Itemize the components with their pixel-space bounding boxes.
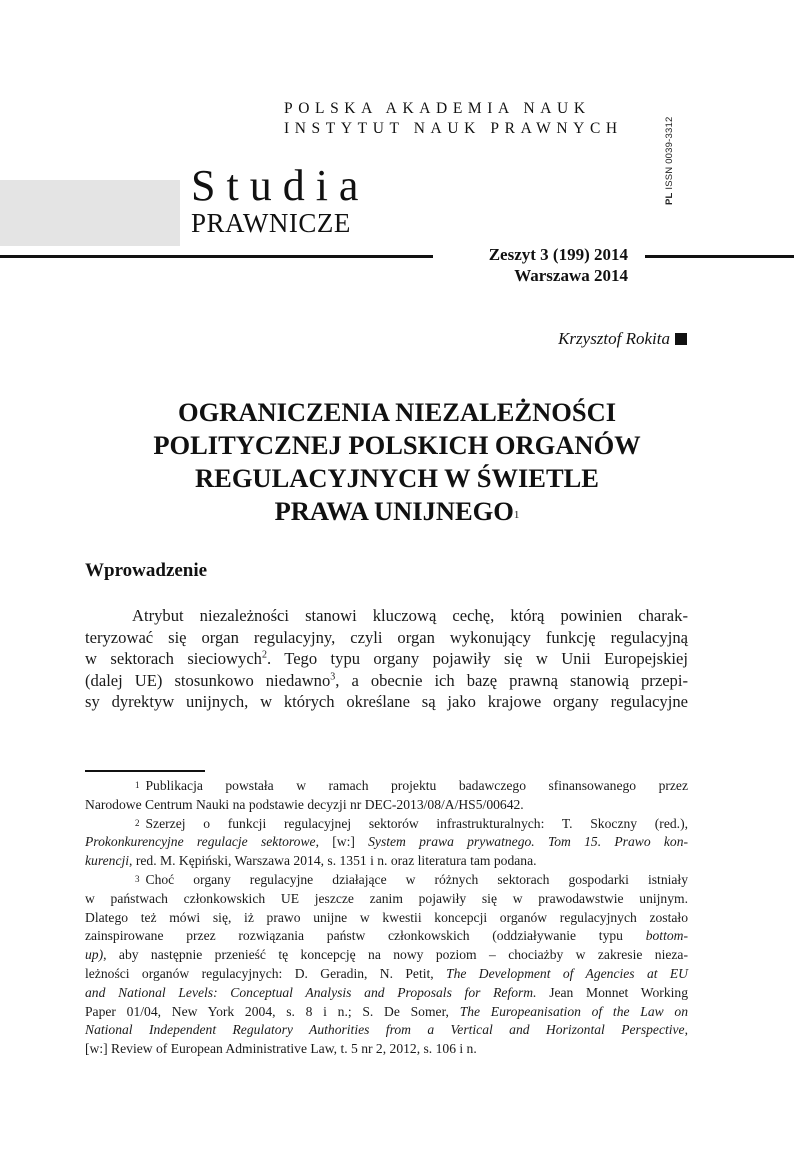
footnote-2-line (85, 815, 688, 834)
issue-place-year: Warszawa 2014 (514, 266, 628, 285)
paragraph-line: sy dyrektyw unijnych, w których określane są jako krajowe organy regulacyjne (85, 692, 688, 711)
citation-title: Prokonkurencyjne regulacje sektorowe (85, 834, 316, 850)
footnote-1-line (85, 777, 688, 796)
line-text: , a obecnie ich bazę prawną stanowią przepi- (335, 670, 688, 690)
institution-name: POLSKA AKADEMIA NAUK (284, 100, 591, 117)
footnotes (85, 777, 688, 1059)
title-line (80, 495, 714, 528)
line-text: w sektorach sieciowych (85, 649, 262, 668)
citation-title: The Development of Agencies at EU (446, 965, 689, 981)
article-title (80, 396, 714, 528)
footnote-3-line (85, 965, 688, 984)
section-heading: Wprowadzenie (85, 560, 208, 581)
author-line (558, 329, 687, 349)
title-line: POLITYCZNEJ POLSKICH ORGANÓW (153, 430, 641, 460)
footnote-separator (85, 770, 205, 772)
decorative-gray-block (0, 180, 180, 246)
footnote-text: , [w:] (315, 834, 369, 850)
footnote-2-line (85, 833, 688, 852)
header-rule-left (0, 255, 433, 258)
footnote-ref-link[interactable]: 3 (330, 670, 336, 682)
citation-title: The Europeanisation of the Law on (459, 1003, 689, 1019)
line-text: . Tego typu organy pojawiły się w Unii Europejskiej (266, 649, 688, 668)
footnote-3-line: [w:] Review of European Administrative Law, t. 5 nr 2, 2012, s. 106 i n. (85, 1041, 477, 1057)
footnote-text: Choć organy regulacyjne działające w różnych sektorach gospodarki istniały (145, 871, 688, 887)
footnote-3-line (85, 871, 688, 890)
paragraph-line: Atrybut niezależności stanowi kluczową cechę, którą powinien charak- (132, 606, 688, 625)
footnote-ref-link[interactable]: 2 (261, 649, 267, 661)
footnote-italic: bottom- (645, 928, 688, 944)
footnote-text: Paper 01/04, New York 2004, s. 8 i n.; S. De Somer, (85, 1003, 460, 1019)
footnote-3-line (85, 1021, 688, 1040)
footnote-text: leżności organów regulacyjnych: D. Geradin, N. Petit, (85, 965, 447, 981)
header-rule-right (645, 255, 794, 258)
citation-title: National Independent Regulatory Authorities from a Vertical and Horizontal Perspective (85, 1022, 685, 1038)
footnote-text: , aby następnie przenieść tę koncepcję na nowy poziom – chociażby w zakresie nieza- (103, 947, 688, 963)
title-line: REGULACYJNYCH W ŚWIETLE (195, 463, 599, 493)
journal-title-studia: Studia (191, 161, 370, 210)
black-square-icon (675, 333, 687, 345)
issue-number: Zeszyt 3 (199) 2014 (488, 245, 628, 264)
footnote-ref-link[interactable]: 1 (513, 509, 520, 521)
institute-name: INSTYTUT NAUK PRAWNYCH (284, 120, 623, 137)
footnote-italic: up) (85, 947, 104, 963)
issn-label (664, 117, 675, 205)
footnote-number: 2 (135, 817, 140, 828)
footnote-3-line: w państwach członkowskich UE jeszcze zanim pojawiły się w prawodawstwie unijnym. (85, 890, 688, 906)
title-line-text: PRAWA UNIJNEGO (274, 496, 514, 526)
issn-prefix: PL (664, 192, 675, 205)
paragraph-line: teryzować się organ regulacyjny, czyli organ wykonujący funkcję regulacyjną (85, 627, 688, 647)
footnote-3-line (85, 927, 688, 946)
issn-number: ISSN 0039-3312 (664, 116, 675, 190)
footnote-text: Jean Monnet Working (536, 984, 689, 1000)
author-name: Krzysztof Rokita (558, 329, 670, 348)
paragraph-line (85, 648, 688, 670)
footnote-3-line (85, 1003, 688, 1022)
footnote-number: 1 (135, 780, 140, 790)
citation-title: System prawa prywatnego. Tom 15. Prawo kon- (368, 834, 689, 850)
footnote-2-line (85, 852, 688, 871)
citation-title: kurencji (85, 853, 130, 869)
footnote-3-line (85, 984, 688, 1003)
journal-title-prawnicze: PRAWNICZE (191, 208, 351, 238)
footnote-3-line: Dlatego też mówi się, iż prawo unijne w kwestii koncepcji organów regulacyjnych zostało (85, 909, 688, 925)
footnote-text: zainspirowane przez rozwiązania państw członkowskich (oddziaływanie typu (85, 928, 646, 944)
footnote-text: , (684, 1022, 688, 1038)
footnote-text: Publikacja powstała w ramach projektu badawczego sfinansowanego przez (145, 778, 688, 793)
paragraph-line (85, 670, 688, 692)
footnote-number: 3 (135, 873, 140, 884)
body-paragraph (85, 605, 688, 713)
footnote-1-line: Narodowe Centrum Nauki na podstawie decyzji nr DEC-2013/08/A/HS5/00642. (85, 796, 524, 812)
line-text: (dalej UE) stosunkowo niedawno (85, 670, 331, 690)
footnote-text: Szerzej o funkcji regulacyjnej sektorów infrastrukturalnych: T. Skoczny (red.), (145, 815, 688, 831)
citation-title: and National Levels: Conceptual Analysis and Proposals for Reform. (85, 984, 537, 1000)
footnote-3-line (85, 946, 688, 965)
title-line: OGRANICZENIA NIEZALEŻNOŚCI (177, 397, 617, 427)
footnote-text: , red. M. Kępiński, Warszawa 2014, s. 1351 i n. oraz literatura tam podana. (129, 853, 537, 869)
